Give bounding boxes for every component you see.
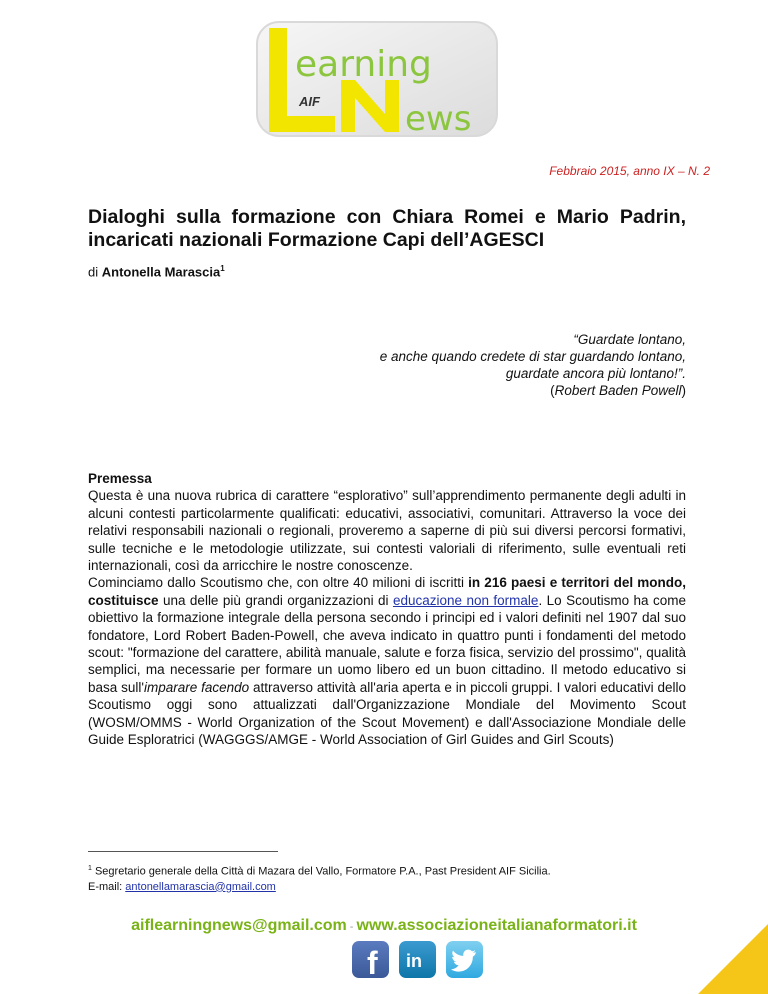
epigraph-quote <box>290 331 686 399</box>
footer-website-link[interactable]: www.associazioneitalianaformatori.it <box>356 917 637 934</box>
footnote-text: Segretario generale della Città di Mazara del Vallo, Formatore P.A., Past President AIF Sicilia. <box>91 865 551 878</box>
text-run: una delle più grandi organizzazioni di <box>158 592 393 608</box>
author-email-link[interactable]: antonellamarascia@gmail.com <box>125 880 276 893</box>
quote-line: “Guardate lontano, <box>573 332 686 347</box>
paren-open: ( <box>550 383 555 398</box>
paren-close: ) <box>681 383 686 398</box>
footnote-number: 1 <box>88 865 92 872</box>
footnote-email-line <box>88 880 688 895</box>
text-run: . Lo Scoutismo ha come obiettivo la formazione integrale della persona secondo i principi ed i valori definiti nel 1907 dal suo fondatore, Lord Robert Baden-Powell, che aveva indicato in quattro punti i fondamenti del metodo scout: "formazione del carattere, abilità manuale, salute e forza fisica, servizio del prossimo", qualità semplici, ma necessarie per formare un uomo libero ed un buon cittadino. Il metodo educativo si basa sull' <box>88 592 686 695</box>
facebook-glyph: f <box>367 945 378 978</box>
article-body <box>88 470 686 749</box>
educazione-non-formale-link[interactable]: educazione non formale <box>392 592 539 608</box>
article-title: Dialoghi sulla formazione con Chiara Romei e Mario Padrin, incaricati nazionali Formazione Capi dell’AGESCI <box>88 206 686 251</box>
byline-prefix: di <box>88 264 102 280</box>
footer-separator: - <box>346 921 357 933</box>
footer-contacts <box>0 917 768 935</box>
footnote-divider <box>88 851 278 852</box>
text-run: Cominciamo dallo Scoutismo che, con oltre 40 milioni di iscritti <box>88 575 469 591</box>
logo-word-earning: earning <box>295 44 432 85</box>
logo-word-ews: ews <box>405 99 472 139</box>
learning-news-logo <box>255 18 515 140</box>
email-label: E-mail: <box>88 880 126 893</box>
author-name: Antonella Marascia <box>101 264 221 280</box>
quote-attribution <box>290 382 686 399</box>
linkedin-glyph-svg <box>399 941 436 978</box>
paragraph: Questa è una nuova rubrica di carattere “esplorativo” sull’apprendimento permanente degli adulti in alcuni contesti particolarmente qualificati: educativi, associativi, comunitari. Attraverso la voce dei relativi responsabili nazionali o regionali, proveremo a saperne di più sui diversi percorsi formativi, sulle tecniche e le metodologie utilizzate, sui contesti valoriali di riferimento, sulle eventuali reti internazionali, così da arricchire le nostre conoscenze. <box>88 488 686 574</box>
twitter-icon[interactable] <box>446 941 483 978</box>
footer-email-link[interactable]: aiflearningnews@gmail.com <box>131 917 347 934</box>
logo-graphic <box>255 18 515 140</box>
twitter-glyph-svg <box>446 941 483 978</box>
corner-decoration <box>698 924 768 994</box>
paragraph <box>88 574 686 748</box>
logo-aif-mark: AIF <box>299 94 320 109</box>
italic-run: imparare facendo <box>143 679 250 695</box>
footnote-text-line <box>88 861 688 880</box>
facebook-glyph-svg <box>352 941 389 978</box>
linkedin-icon[interactable] <box>399 941 436 978</box>
quote-line: e anche quando credete di star guardando lontano, <box>379 349 686 364</box>
twitter-bird-shape <box>451 950 476 972</box>
quote-author: Robert Baden Powell <box>554 383 682 398</box>
footnote <box>88 861 688 895</box>
byline <box>88 264 225 279</box>
linkedin-glyph: in <box>406 951 422 971</box>
quote-line: guardate ancora più lontano!”. <box>505 366 686 381</box>
facebook-icon[interactable] <box>352 941 389 978</box>
section-heading: Premessa <box>88 471 152 486</box>
bold-run: in 216 paesi e territori del mondo, costituisce <box>88 575 686 608</box>
text-run: attraverso attività all'aria aperta e in piccoli gruppi. I valori educativi dello Scoutismo oggi sono attualizzati dall'Organizzazione Mondiale del Movimento Scout (WOSM/OMMS - World Organization of the Scout Movement) e dall'Associazione Mondiale delle Guide Esploratrici (WAGGGS/AMGE - World Association of Girl Guides and Girl Scouts) <box>88 679 686 748</box>
footnote-ref[interactable]: 1 <box>220 264 225 273</box>
issue-info: Febbraio 2015, anno IX – N. 2 <box>549 164 710 178</box>
